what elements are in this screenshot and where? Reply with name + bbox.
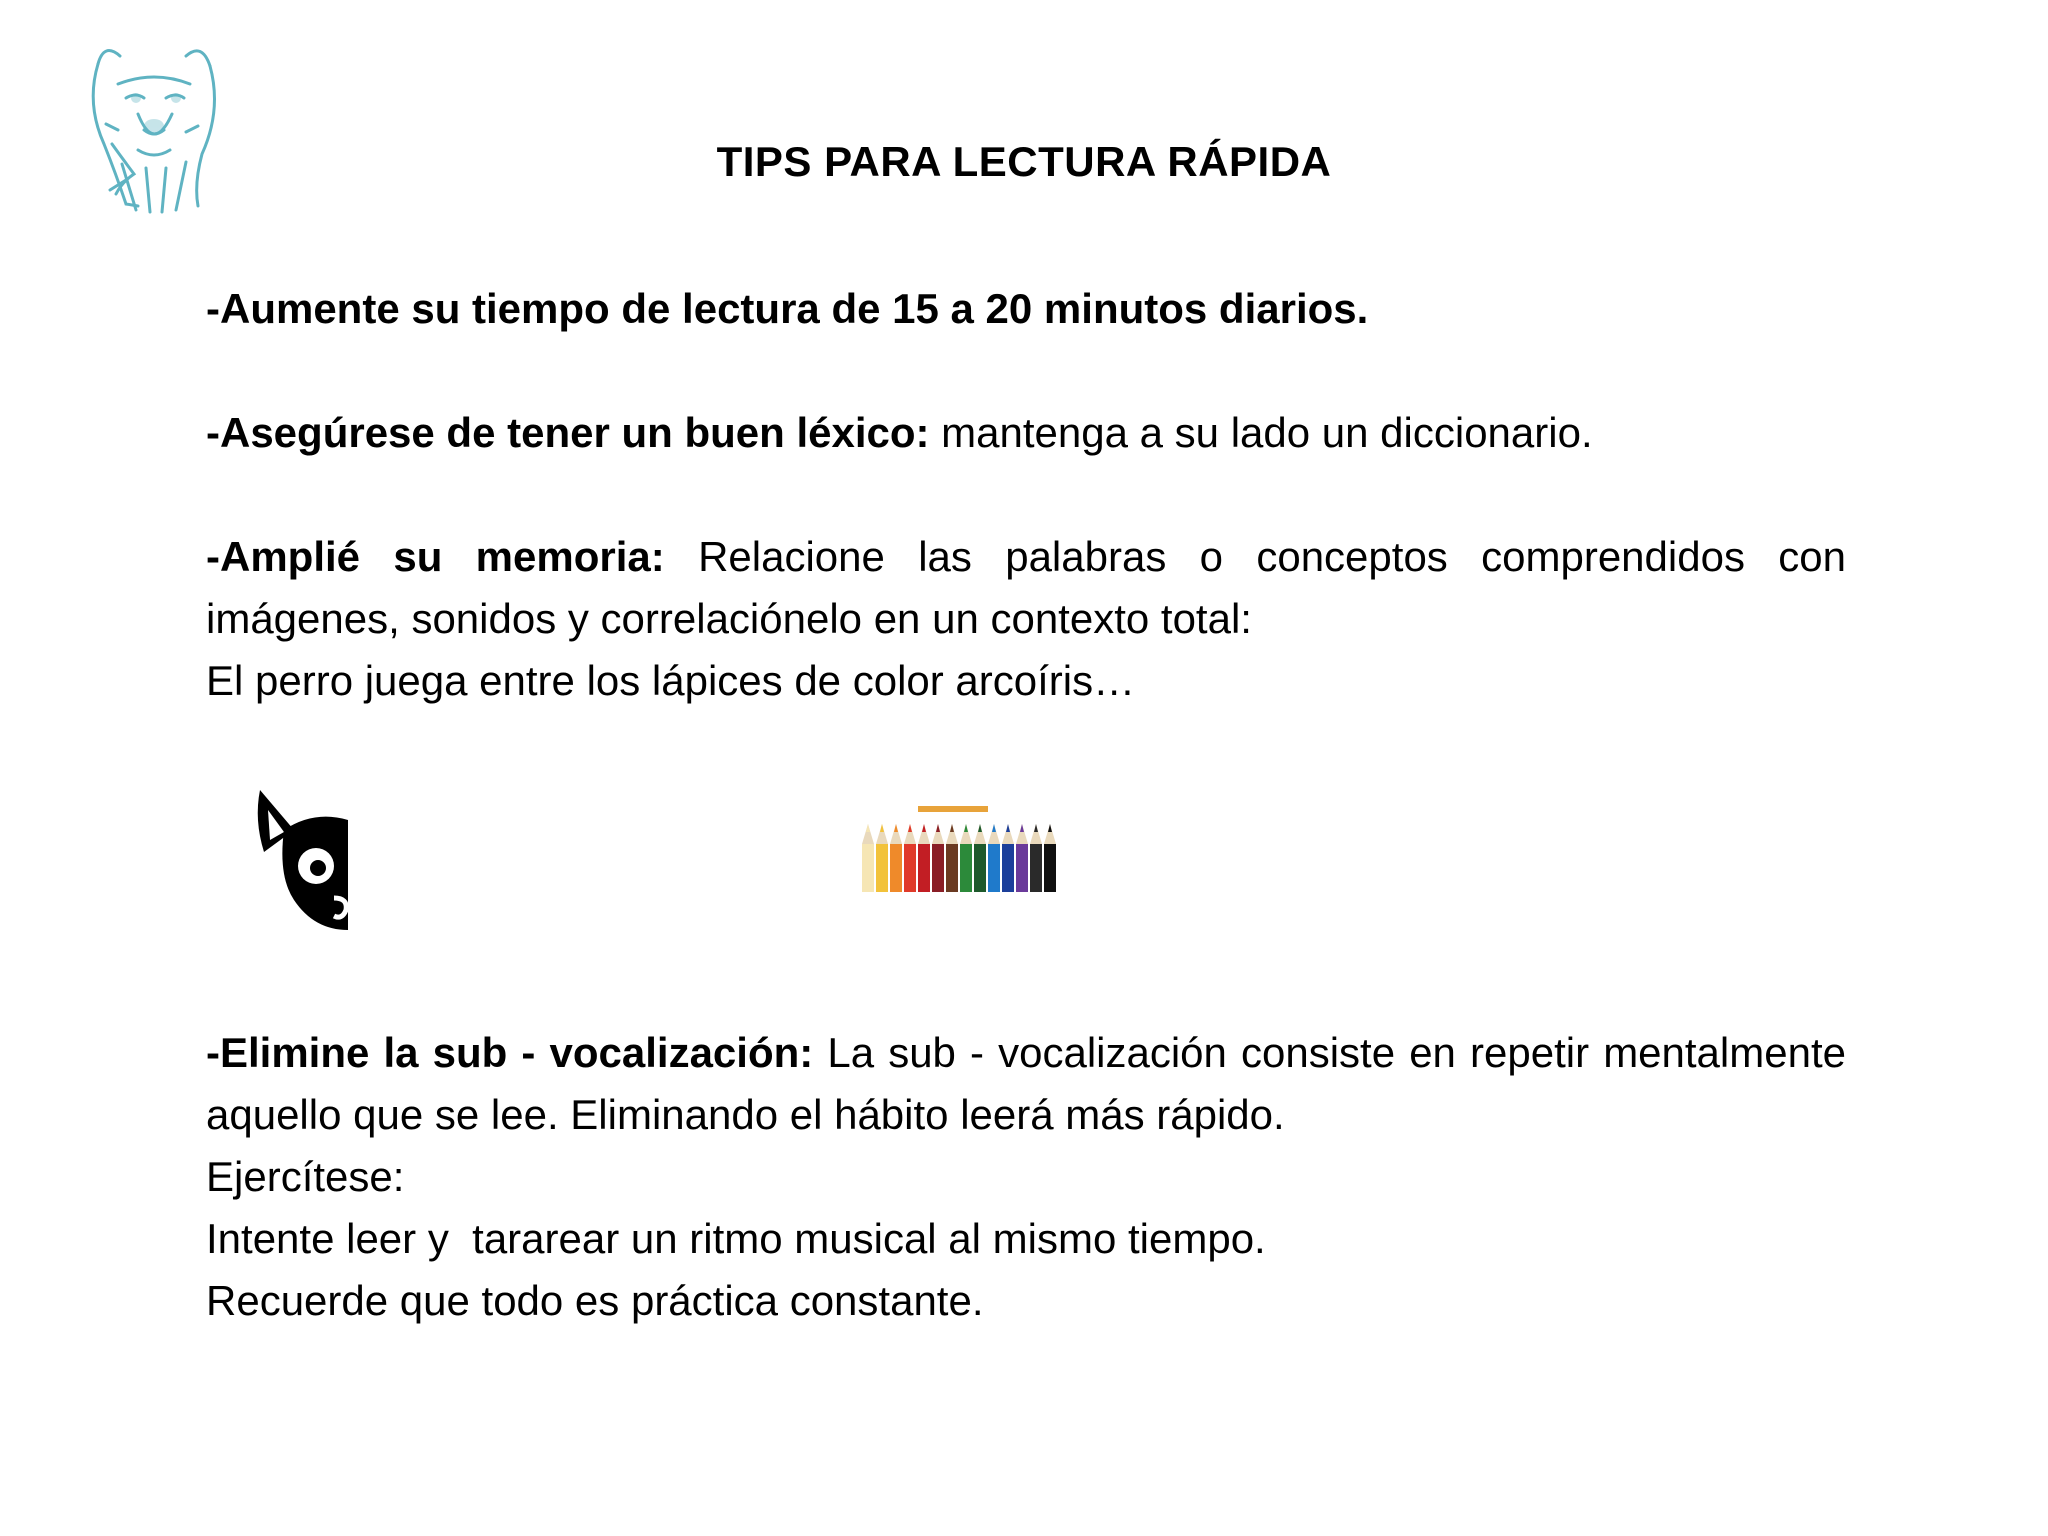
tip-1-text: -Aumente su tiempo de lectura de 15 a 20 minutos diarios. bbox=[206, 285, 1369, 332]
tip-4-line-4: Recuerde que todo es práctica constante. bbox=[206, 1277, 984, 1324]
tip-2 bbox=[206, 402, 1846, 464]
dog-icon bbox=[254, 780, 348, 940]
tip-3-heading: -Amplié su memoria: bbox=[206, 533, 665, 580]
tip-1 bbox=[206, 278, 1846, 340]
tip-3-example: El perro juega entre los lápices de color arcoíris… bbox=[206, 657, 1136, 704]
tip-3 bbox=[206, 526, 1846, 712]
tip-4-line-2: Ejercítese: bbox=[206, 1153, 405, 1200]
page-title: TIPS PARA LECTURA RÁPIDA bbox=[716, 138, 1332, 185]
bear-logo-image bbox=[26, 34, 278, 224]
tip-4-text: La sub - vocalización consiste en repetir mentalmente aquello que se lee. Eliminando el hábito leerá más rápido. bbox=[206, 1029, 1846, 1138]
tip-4 bbox=[206, 1022, 1846, 1332]
color-pencils-image bbox=[858, 806, 1058, 892]
tip-4-heading: -Elimine la sub - vocalización: bbox=[206, 1029, 814, 1076]
tip-3-text: Relacione las palabras o conceptos comprendidos con imágenes, sonidos y correlaciónelo en un contexto total: bbox=[206, 533, 1846, 642]
tip-2-text: mantenga a su lado un diccionario. bbox=[929, 409, 1593, 456]
tip-2-heading: -Asegúrese de tener un buen léxico: bbox=[206, 409, 930, 456]
tip-4-line-3: Intente leer y tararear un ritmo musical al mismo tiempo. bbox=[206, 1215, 1266, 1262]
